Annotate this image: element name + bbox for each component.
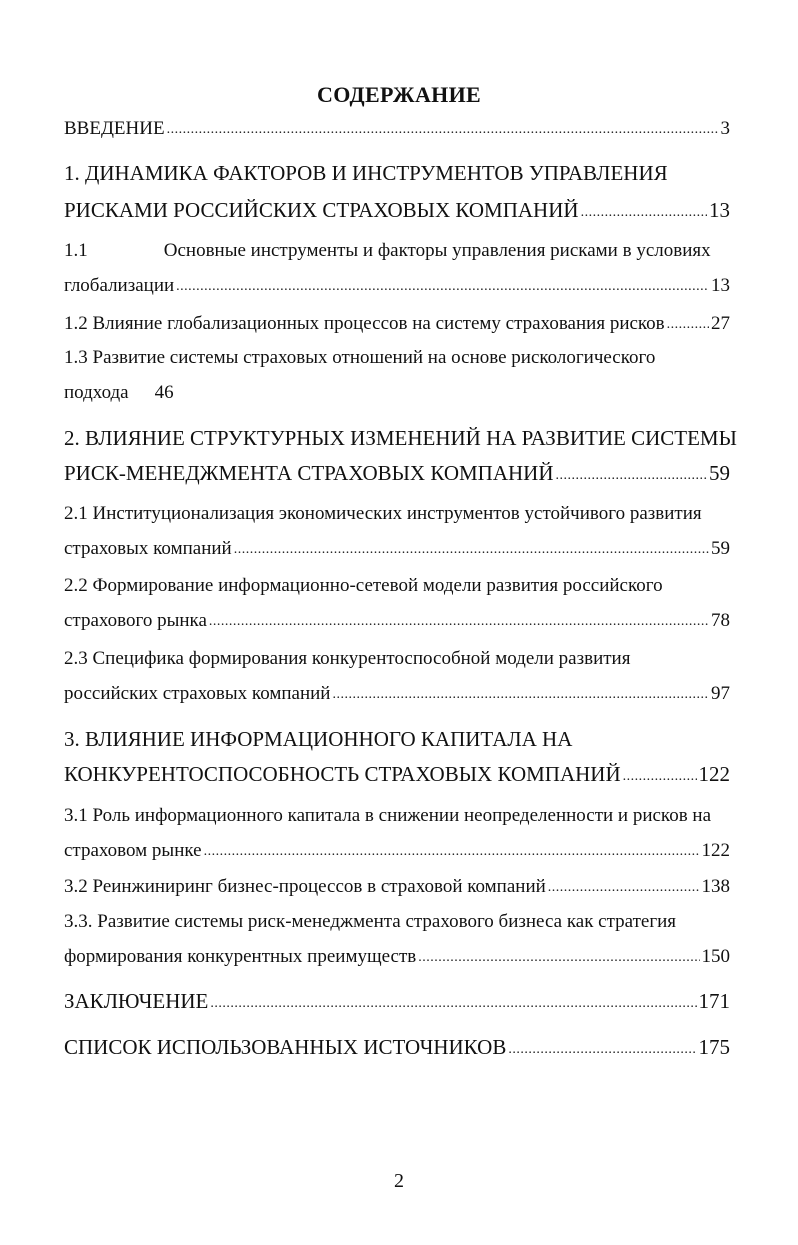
toc-leader-dots xyxy=(623,760,697,790)
toc-page-number: 122 xyxy=(701,840,730,861)
toc-entry-text: формирования конкурентных преимуществ xyxy=(64,946,417,967)
toc-page-number: 3 xyxy=(720,118,730,139)
toc-chapter-3-line1[interactable] xyxy=(64,726,730,752)
page-footer-number: 2 xyxy=(394,1170,404,1192)
toc-section-1-3-line1[interactable] xyxy=(64,345,730,371)
toc-section-1-1-line2[interactable] xyxy=(64,273,730,301)
toc-section-1-1-line1[interactable] xyxy=(64,238,730,264)
toc-entry-text: 3. ВЛИЯНИЕ ИНФОРМАЦИОННОГО КАПИТАЛА НА xyxy=(64,727,573,751)
toc-section-3-1-line1[interactable] xyxy=(64,803,730,829)
toc-entry-text: Основные инструменты и факторы управления рисками в условиях xyxy=(163,240,711,261)
toc-leader-dots xyxy=(418,943,699,971)
toc-page-number: 122 xyxy=(698,762,730,786)
toc-chapter-2-line1[interactable] xyxy=(64,425,737,451)
toc-page-number: 171 xyxy=(698,989,730,1013)
toc-section-3-2[interactable] xyxy=(64,874,730,902)
toc-entry-intro[interactable] xyxy=(64,116,730,144)
toc-entry-text: страховых компаний xyxy=(64,538,232,559)
toc-entry-text: 3.2 Реинжиниринг бизнес-процессов в страховой компаний xyxy=(64,876,546,897)
toc-entry-text: КОНКУРЕНТОСПОСОБНОСТЬ СТРАХОВЫХ КОМПАНИЙ xyxy=(64,762,621,786)
toc-entry-text: страхового рынка xyxy=(64,610,207,631)
toc-section-3-3-line1[interactable] xyxy=(64,909,730,935)
toc-section-2-1-line2[interactable] xyxy=(64,536,730,564)
toc-leader-dots xyxy=(548,873,700,901)
toc-page-number: 59 xyxy=(709,461,730,485)
toc-entry-text: ВВЕДЕНИЕ xyxy=(64,118,165,139)
toc-entry-text: страховом рынке xyxy=(64,840,202,861)
toc-section-1-3-line2[interactable] xyxy=(64,380,730,406)
toc-section-3-3-line2[interactable] xyxy=(64,944,730,972)
toc-section-2-3-line1[interactable] xyxy=(64,646,730,672)
toc-entry-text: 3.1 Роль информационного капитала в снижении неопределенности и рисков на xyxy=(64,805,712,826)
toc-section-2-3-line2[interactable] xyxy=(64,681,730,709)
toc-entry-text: 2.2 Формирование информационно-сетевой модели развития российского xyxy=(64,575,663,596)
toc-section-2-2-line2[interactable] xyxy=(64,608,730,636)
toc-leader-dots xyxy=(332,680,709,708)
toc-page-number: 78 xyxy=(711,610,730,631)
toc-leader-dots xyxy=(210,987,696,1017)
toc-page-number: 138 xyxy=(701,876,730,897)
toc-entry-sources[interactable] xyxy=(64,1034,730,1064)
toc-section-number: 1.1 xyxy=(64,240,88,261)
toc-entry-text: 1.3 Развитие системы страховых отношений на основе рискологического xyxy=(64,347,656,368)
toc-leader-dots xyxy=(234,535,709,563)
toc-entry-text: 3.3. Развитие системы риск-менеджмента страхового бизнеса как стратегия xyxy=(64,911,677,932)
toc-chapter-1-line1[interactable] xyxy=(64,160,730,186)
toc-page-number: 27 xyxy=(711,313,730,334)
toc-section-2-2-line1[interactable] xyxy=(64,573,730,599)
page-title: СОДЕРЖАНИЕ xyxy=(317,82,481,107)
toc-page-number: 150 xyxy=(701,946,730,967)
toc-entry-text: РИСКАМИ РОССИЙСКИХ СТРАХОВЫХ КОМПАНИЙ xyxy=(64,198,579,222)
toc-entry-text: 2. ВЛИЯНИЕ СТРУКТУРНЫХ ИЗМЕНЕНИЙ НА РАЗВИТИЕ СИСТЕМЫ xyxy=(64,426,737,450)
toc-page-number: 97 xyxy=(711,683,730,704)
toc-leader-dots xyxy=(167,115,719,143)
toc-leader-dots xyxy=(176,272,709,300)
toc-entry-text: российских страховых компаний xyxy=(64,683,331,704)
toc-leader-dots xyxy=(581,196,707,226)
toc-page-number: 59 xyxy=(711,538,730,559)
toc-section-1-2[interactable] xyxy=(64,311,730,339)
toc-page-number: 175 xyxy=(698,1035,730,1059)
toc-leader-dots xyxy=(667,310,709,338)
toc-entry-text: глобализации xyxy=(64,275,175,296)
toc-section-3-1-line2[interactable] xyxy=(64,838,730,866)
toc-entry-text: 1.2 Влияние глобализационных процессов на систему страхования рисков xyxy=(64,313,665,334)
toc-page-number: 13 xyxy=(709,198,730,222)
toc-page-number: 46 xyxy=(154,382,174,403)
toc-entry-text: 1. ДИНАМИКА ФАКТОРОВ И ИНСТРУМЕНТОВ УПРАВЛЕНИЯ xyxy=(64,161,668,185)
toc-page-number: 13 xyxy=(711,275,730,296)
toc-chapter-1-line2[interactable] xyxy=(64,197,730,227)
toc-chapter-2-line2[interactable] xyxy=(64,460,730,490)
toc-entry-text: СПИСОК ИСПОЛЬЗОВАННЫХ ИСТОЧНИКОВ xyxy=(64,1035,507,1059)
toc-entry-text: 2.3 Специфика формирования конкурентоспособной модели развития xyxy=(64,648,631,669)
toc-entry-conclusion[interactable] xyxy=(64,988,730,1018)
toc-leader-dots xyxy=(508,1033,696,1063)
toc-section-2-1-line1[interactable] xyxy=(64,501,730,527)
toc-leader-dots xyxy=(556,459,708,489)
toc-entry-text: 2.1 Институционализация экономических инструментов устойчивого развития xyxy=(64,503,702,524)
toc-entry-text: подхода xyxy=(64,382,129,403)
toc-entry-text: РИСК-МЕНЕДЖМЕНТА СТРАХОВЫХ КОМПАНИЙ xyxy=(64,461,554,485)
toc-entry-text: ЗАКЛЮЧЕНИЕ xyxy=(64,989,209,1013)
toc-leader-dots xyxy=(204,837,700,865)
toc-leader-dots xyxy=(209,607,709,635)
toc-chapter-3-line2[interactable] xyxy=(64,761,730,791)
